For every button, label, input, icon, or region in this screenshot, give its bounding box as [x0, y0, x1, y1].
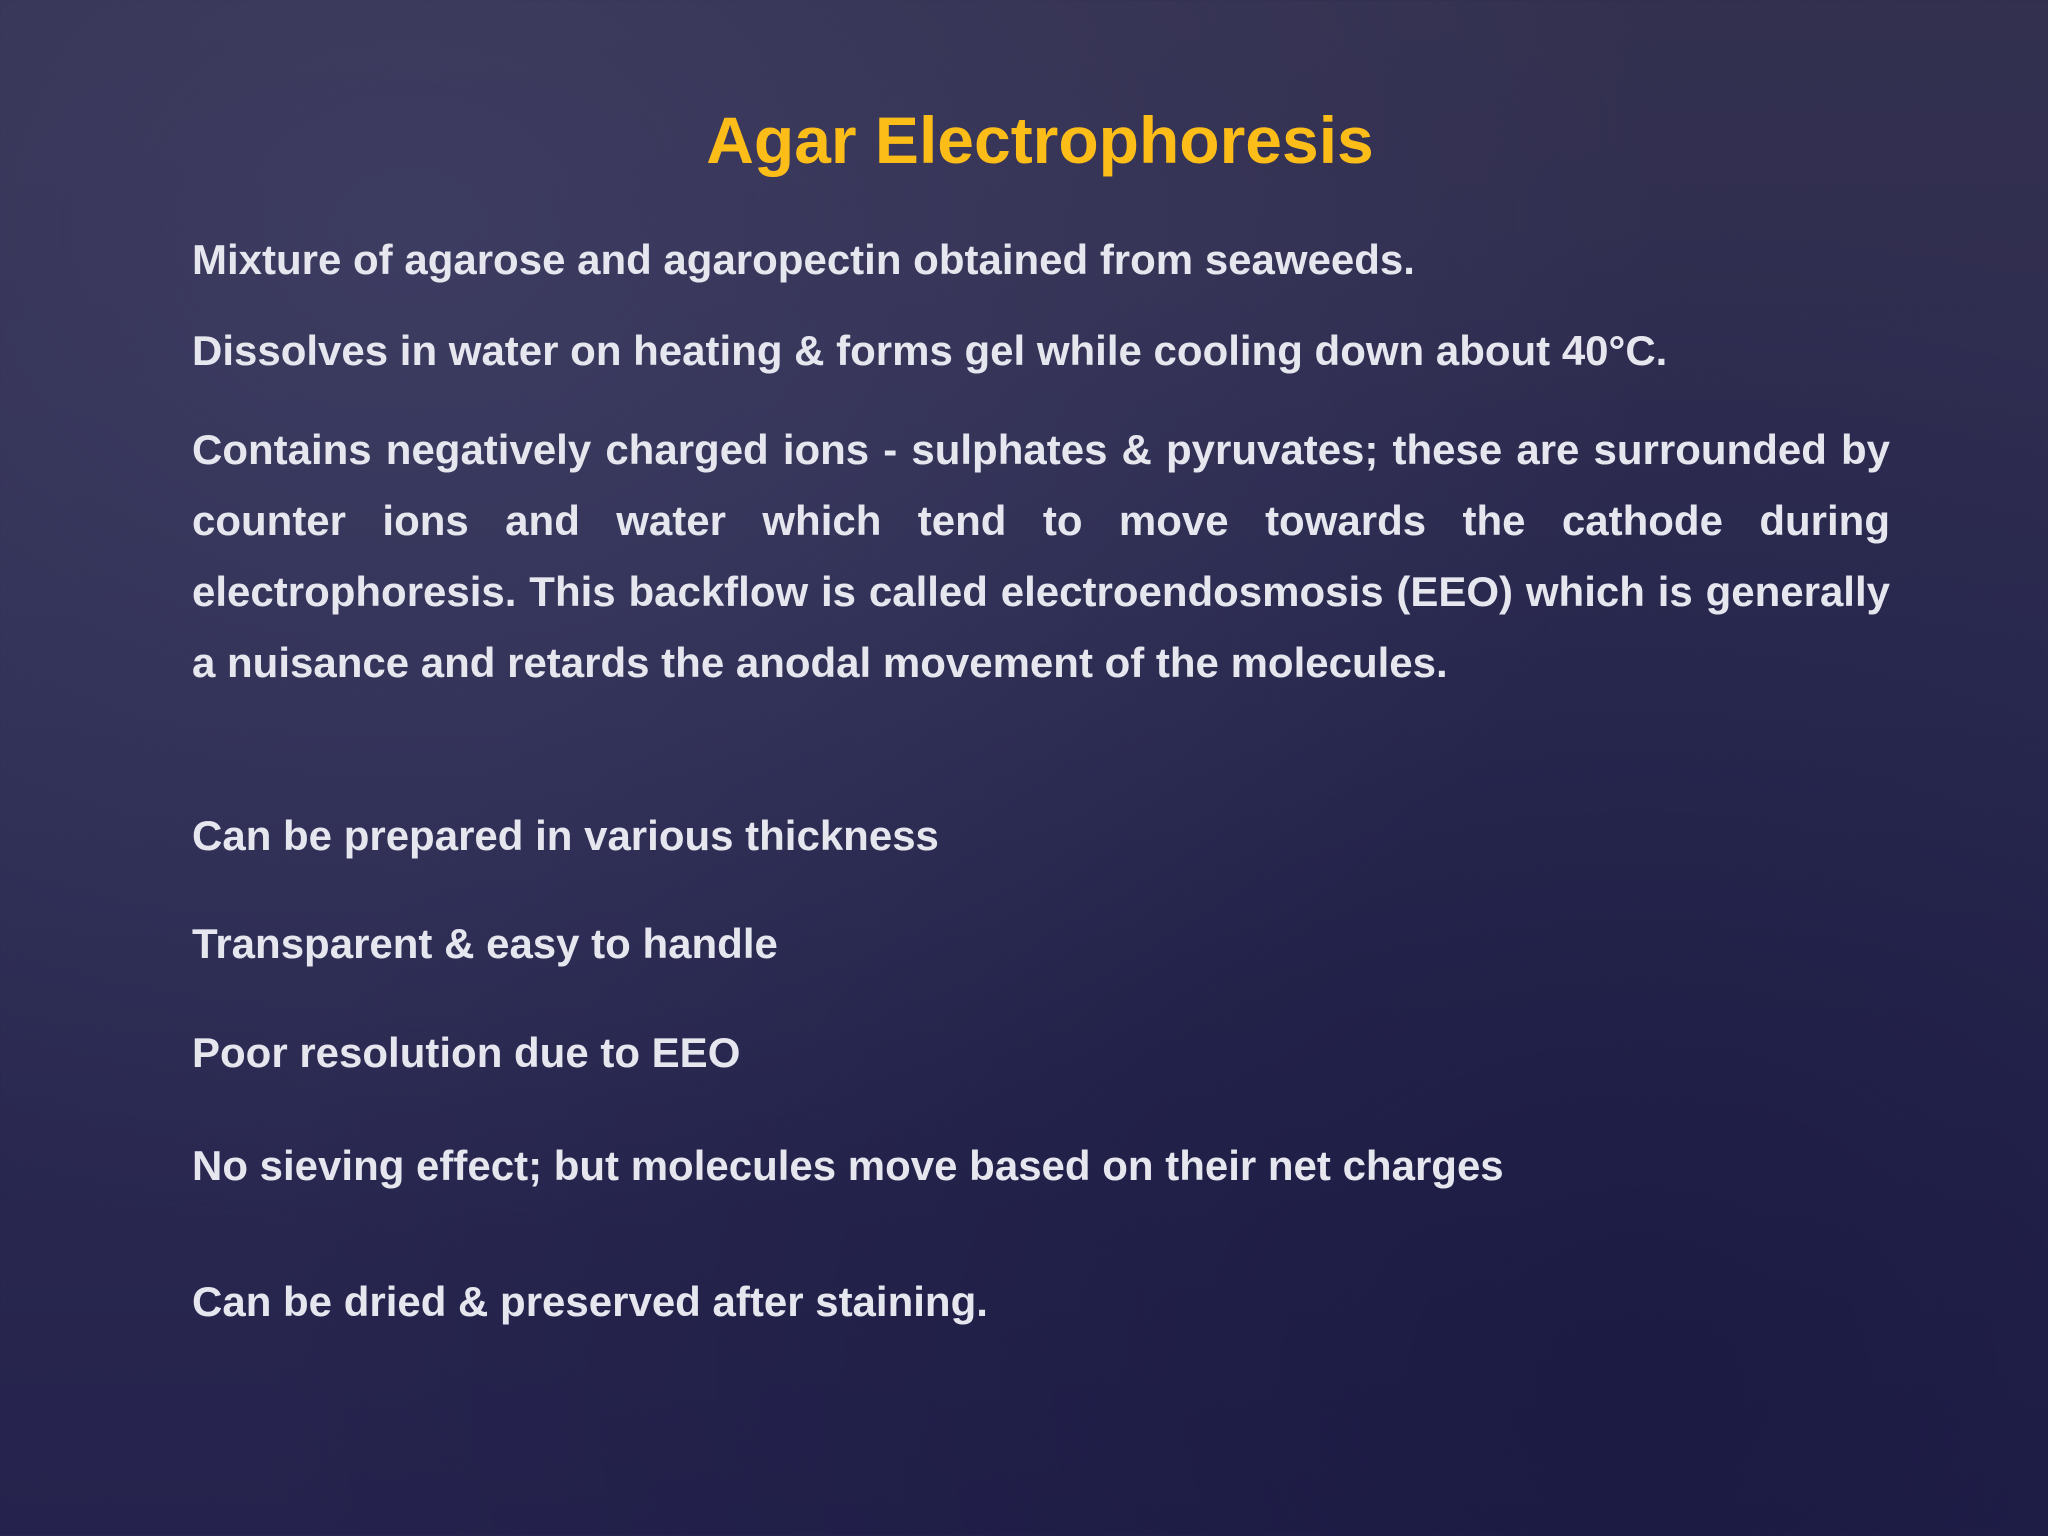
point-dissolves: Dissolves in water on heating & forms gel while cooling down about 40°C. — [192, 327, 1668, 374]
point-mixture: Mixture of agarose and agaropectin obtained from seaweeds. — [192, 236, 1415, 283]
point-poor-resolution: Poor resolution due to EEO — [192, 1029, 741, 1076]
slide-title: Agar Electrophoresis — [706, 103, 1374, 177]
point-negative-ions: Contains negatively charged ions - sulphates & pyruvates; these are surrounded by counter ions and water which tend to move towards the cathode during electrophoresis. This backflow is called electroendosmosis (EEO) which is generally a nuisance and retards the anodal movement of the molecules. — [192, 426, 1890, 686]
point-transparent: Transparent & easy to handle — [192, 920, 778, 967]
point-no-sieving: No sieving effect; but molecules move based on their net charges — [192, 1142, 1504, 1189]
point-thickness: Can be prepared in various thickness — [192, 812, 939, 859]
point-dried-preserved: Can be dried & preserved after staining. — [192, 1278, 988, 1325]
